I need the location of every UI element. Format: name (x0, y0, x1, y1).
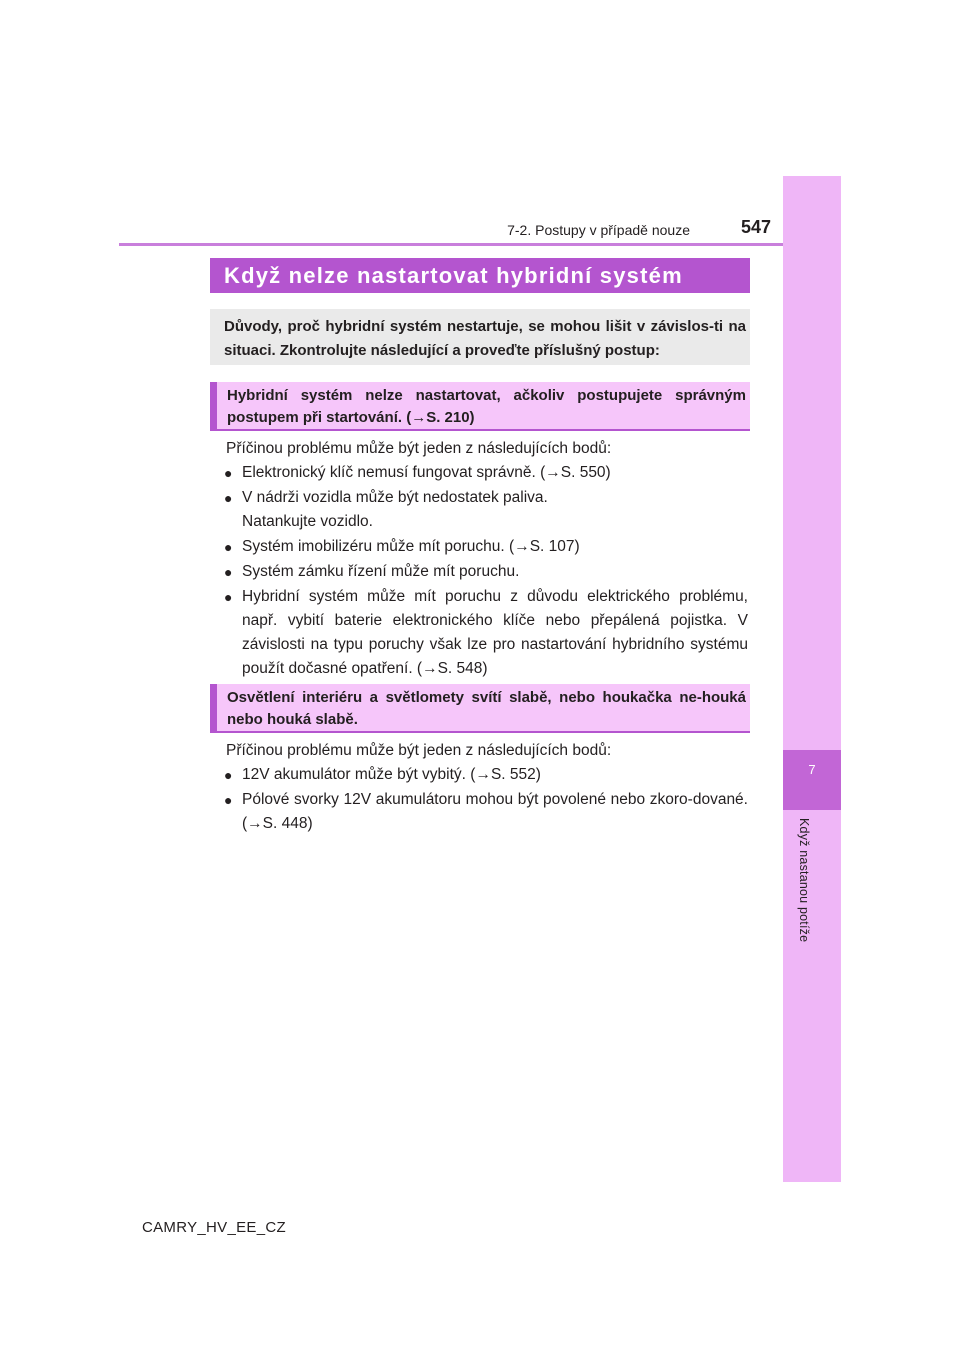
list-item-text: Systém zámku řízení může mít poruchu. (242, 563, 520, 580)
list-item (224, 486, 748, 534)
chapter-title: Když nastanou potíže (797, 818, 811, 943)
list-item-text: Elektronický klíč nemusí fungovat správně. (→S. 550) (242, 464, 611, 481)
list-item (224, 535, 748, 559)
chapter-number: 7 (808, 762, 816, 777)
running-header: 7-2. Postupy v případě nouze (507, 222, 690, 238)
subsection-heading: Hybridní systém nelze nastartovat, ačkoliv postupujete správným postupem při startování. (→S. 210) (210, 382, 750, 431)
list-item-text: Hybridní systém může mít poruchu z důvodu elektrického problému, např. vybití baterie elektronického klíče nebo přepálená pojistka. V závislosti na typu poruchy však lze pro nastartování hybridního systému použít dočasné opatření. (→S. 548) (242, 588, 748, 677)
list-item-text: 12V akumulátor může být vybitý. (→S. 552) (242, 766, 541, 783)
subsection-heading: Osvětlení interiéru a světlomety svítí slabě, nebo houkačka ne-houká nebo houká slabě. (210, 684, 750, 733)
chapter-side-tab (783, 176, 841, 1182)
bullet-icon: ● (224, 767, 233, 783)
cause-list (224, 461, 748, 682)
document-id: CAMRY_HV_EE_CZ (142, 1219, 286, 1236)
cause-list (224, 763, 748, 837)
list-item (224, 788, 748, 836)
bullet-icon: ● (224, 792, 233, 808)
bullet-icon: ● (224, 564, 233, 580)
list-item (224, 763, 748, 787)
subsection-lead: Příčinou problému může být jeden z následujících bodů: (226, 440, 612, 457)
list-item (224, 560, 748, 584)
chapter-tab-active (783, 750, 841, 810)
list-item (224, 461, 748, 485)
bullet-icon: ● (224, 589, 233, 605)
list-item-text: Pólové svorky 12V akumulátoru mohou být povolené nebo zkoro-dované. (→S. 448) (242, 791, 748, 832)
list-item-text: V nádrži vozidla může být nedostatek paliva. Natankujte vozidlo. (242, 489, 548, 530)
subsection-lead: Příčinou problému může být jeden z následujících bodů: (226, 742, 612, 759)
bullet-icon: ● (224, 490, 233, 506)
page-number: 547 (741, 217, 772, 237)
list-item-text: Systém imobilizéru může mít poruchu. (→S. 107) (242, 538, 580, 555)
bullet-icon: ● (224, 465, 233, 481)
bullet-icon: ● (224, 539, 233, 555)
list-item (224, 585, 748, 681)
intro-box: Důvody, proč hybridní systém nestartuje, se mohou lišit v závislos-ti na situaci. Zkontrolujte následující a proveďte příslušný postup: (210, 309, 750, 365)
header-rule (119, 243, 783, 246)
section-title: Když nelze nastartovat hybridní systém (210, 258, 750, 293)
